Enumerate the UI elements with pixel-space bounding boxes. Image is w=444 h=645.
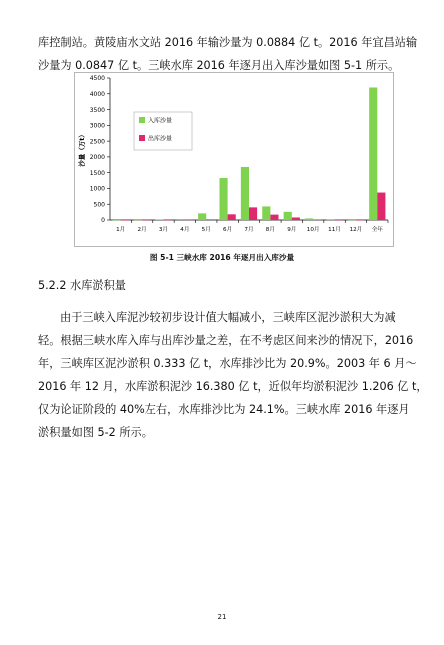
x-tick-label: 12月 [349,227,363,233]
text-line: 由于三峡入库泥沙较初步设计值大幅减小，三峡库区泥沙淤积大为减 [60,311,396,324]
y-tick-label: 1000 [89,185,105,193]
chart-svg [74,72,394,247]
bar-inflow [241,167,249,220]
bar-outflow [292,217,300,220]
y-tick-label: 4000 [89,90,105,98]
x-tick-label: 4月 [180,227,190,233]
bar-inflow [177,219,185,220]
y-tick-label: 4500 [89,75,105,83]
legend-label: 入库沙量 [148,117,173,125]
bar-outflow [206,219,214,220]
section-heading: 5.2.2 水库淤积量 [38,279,126,292]
bar-outflow [249,207,257,220]
x-tick-label: 7月 [244,227,254,233]
x-tick-label: 2月 [137,227,147,233]
text-line: 2016 年 12 月，水库淤积泥沙 16.380 亿 t，近似年均淤积泥沙 1.206 亿 t， [38,380,428,393]
y-tick-label: 2500 [89,138,105,146]
bar-inflow [262,206,270,220]
text-line: 沙量为 0.0847 亿 t。三峡水库 2016 年逐月出入库沙量如图 5-1 所示。 [38,59,400,72]
legend-swatch [139,117,145,123]
bar-inflow [219,178,227,220]
y-tick-label: 500 [93,201,105,209]
bar-inflow [198,213,206,220]
bar-inflow [305,218,313,220]
x-tick-label: 1月 [116,227,126,233]
bar-outflow [270,215,278,220]
y-tick-label: 0 [101,217,105,225]
body-paragraph [38,306,428,444]
y-tick-label: 3000 [89,122,105,130]
page-number: 21 [217,613,227,621]
x-tick-label: 6月 [223,227,233,233]
x-tick-label: 8月 [265,227,275,233]
bar-inflow [155,219,163,220]
y-tick-label: 3500 [89,106,105,114]
x-tick-label: 10月 [306,227,320,233]
x-tick-label: 5月 [201,227,211,233]
bar-inflow [284,212,292,220]
y-tick-label: 1500 [89,169,105,177]
x-tick-label: 3月 [158,227,169,233]
intro-paragraph [38,31,418,77]
bar-inflow [369,87,377,220]
text-line: 轻。根据三峡水库入库与出库沙量之差，在不考虑区间来沙的情况下，2016 [38,334,414,347]
figure-caption: 图 5-1 三峡水库 2016 年逐月出入库沙量 [149,253,295,262]
x-tick-label: 9月 [287,227,297,233]
text-line: 年，三峡库区泥沙淤积 0.333 亿 t，水库排沙比为 20.9%。2003 年 6 月～ [38,357,417,370]
x-tick-label: 11月 [328,227,341,233]
text-line: 仅为论证阶段的 40%左右，水库排沙比为 24.1%。三峡水库 2016 年逐月 [38,403,410,416]
x-tick-label: 全年 [371,227,383,233]
text-line: 库控制站。黄陵庙水文站 2016 年输沙量为 0.0884 亿 t。2016 年宜昌站输 [38,36,418,49]
legend-label: 出库沙量 [148,135,173,143]
bar-outflow [377,193,385,220]
y-axis-label: 沙量（万t） [78,131,86,167]
y-tick-label: 2000 [89,154,105,162]
legend-swatch [139,135,145,141]
sediment-bar-chart [74,72,394,247]
bar-outflow [228,214,236,220]
chart-frame [75,73,394,247]
text-line: 淤积量如图 5-2 所示。 [38,426,153,439]
